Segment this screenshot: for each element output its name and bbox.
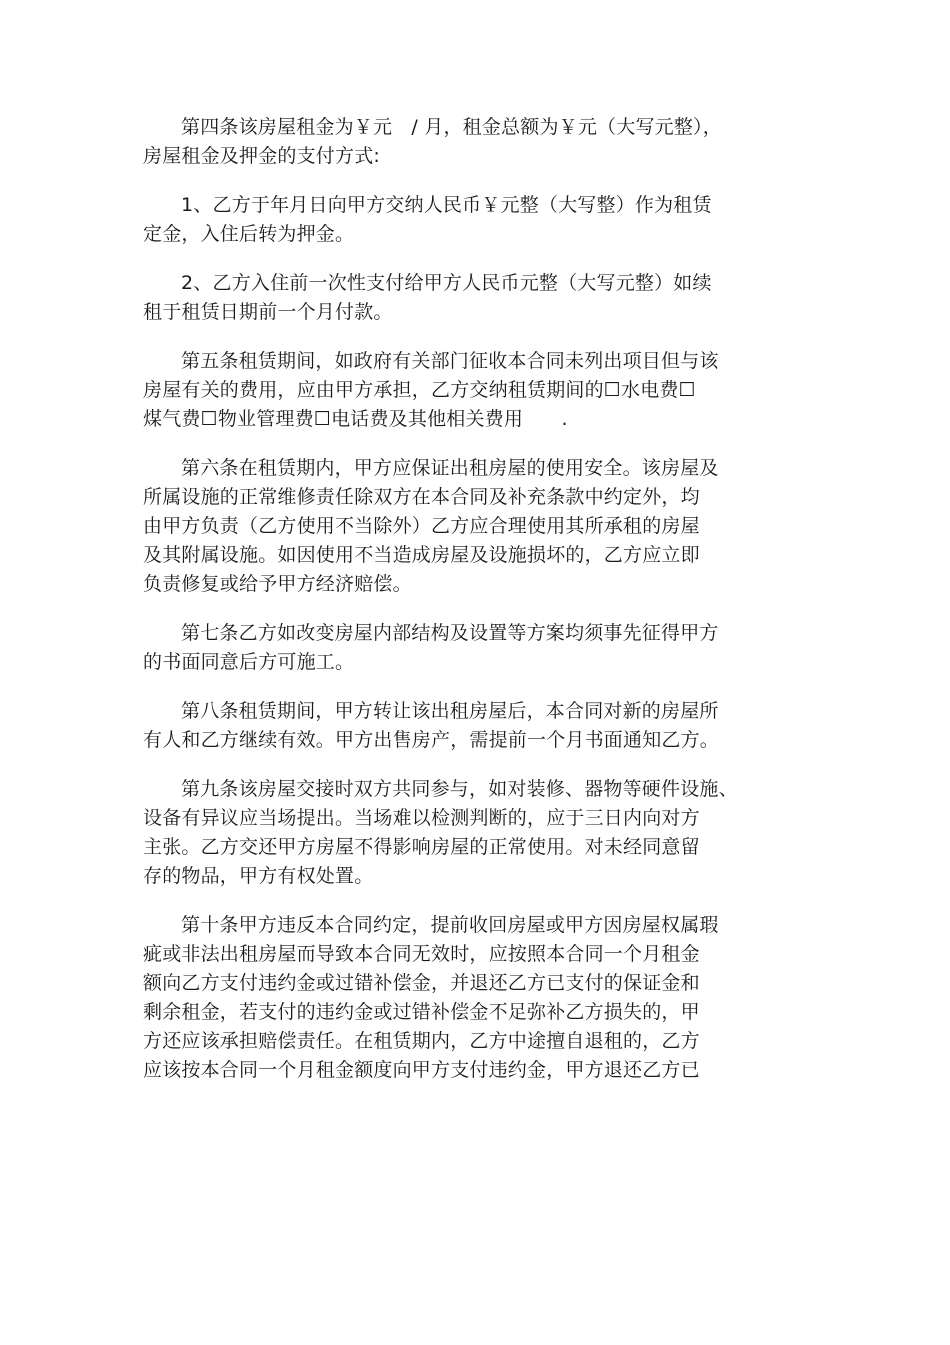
paragraph-article-7 xyxy=(143,619,783,677)
text-line: 存的物品，甲方有权处置。 xyxy=(143,865,374,887)
text-line: 第六条在租赁期内，甲方应保证出租房屋的使用安全。该房屋及 xyxy=(181,457,719,479)
text-line: 房屋租金及押金的支付方式: xyxy=(143,145,381,167)
text-line: 剩余租金，若支付的违约金或过错补偿金不足弥补乙方损失的，甲 xyxy=(143,1001,700,1023)
paragraph-article-4 xyxy=(143,113,783,171)
text-line: 及其附属设施。如因使用不当造成房屋及设施损坏的，乙方应立即 xyxy=(143,544,700,566)
text-line: 所属设施的正常维修责任除双方在本合同及补充条款中约定外，均 xyxy=(143,486,700,508)
text-line: 设备有异议应当场提出。当场难以检测判断的，应于三日内向对方 xyxy=(143,807,700,829)
text-line: 的书面同意后方可施工。 xyxy=(143,651,355,673)
text-line: 应该按本合同一个月租金额度向甲方支付违约金，甲方退还乙方已 xyxy=(143,1059,700,1081)
text-line: 1、乙方于年月日向甲方交纳人民币￥元整（大写整）作为租赁 xyxy=(181,194,712,216)
text-line: 定金，入住后转为押金。 xyxy=(143,223,355,245)
text-line: 房屋有关的费用，应由甲方承担，乙方交纳租赁期间的☐水电费☐ xyxy=(143,379,696,401)
text-line: 主张。乙方交还甲方房屋不得影响房屋的正常使用。对未经同意留 xyxy=(143,836,700,858)
document-body xyxy=(143,113,783,1105)
text-line: 2、乙方入住前一次性支付给甲方人民币元整（大写元整）如续 xyxy=(181,272,712,294)
text-line: 由甲方负责（乙方使用不当除外）乙方应合理使用其所承租的房屋 xyxy=(143,515,700,537)
paragraph-item-2 xyxy=(143,269,783,327)
text-line: 方还应该承担赔偿责任。在租赁期内，乙方中途擅自退租的，乙方 xyxy=(143,1030,700,1052)
text-line: 第九条该房屋交接时双方共同参与，如对装修、器物等硬件设施、 xyxy=(181,778,738,800)
paragraph-article-8 xyxy=(143,697,783,755)
paragraph-article-10 xyxy=(143,911,783,1085)
text-line: 额向乙方支付违约金或过错补偿金，并退还乙方已支付的保证金和 xyxy=(143,972,700,994)
paragraph-article-6 xyxy=(143,454,783,599)
text-line: 第十条甲方违反本合同约定，提前收回房屋或甲方因房屋权属瑕 xyxy=(181,914,719,936)
text-line: 疵或非法出租房屋而导致本合同无效时，应按照本合同一个月租金 xyxy=(143,943,700,965)
text-line: 煤气费☐物业管理费☐电话费及其他相关费用 . xyxy=(143,408,568,430)
text-line: 有人和乙方继续有效。甲方出售房产，需提前一个月书面通知乙方。 xyxy=(143,729,720,751)
text-line: 负责修复或给予甲方经济赔偿。 xyxy=(143,573,412,595)
paragraph-item-1 xyxy=(143,191,783,249)
text-line: 第五条租赁期间，如政府有关部门征收本合同未列出项目但与该 xyxy=(181,350,719,372)
paragraph-article-5 xyxy=(143,347,783,434)
text-line: 第八条租赁期间，甲方转让该出租房屋后，本合同对新的房屋所 xyxy=(181,700,719,722)
text-line: 租于租赁日期前一个月付款。 xyxy=(143,301,393,323)
text-line: 第七条乙方如改变房屋内部结构及设置等方案均须事先征得甲方 xyxy=(181,622,719,644)
paragraph-article-9 xyxy=(143,775,783,891)
text-line: 第四条该房屋租金为￥元 / 月，租金总额为￥元（大写元整）， xyxy=(181,116,722,138)
